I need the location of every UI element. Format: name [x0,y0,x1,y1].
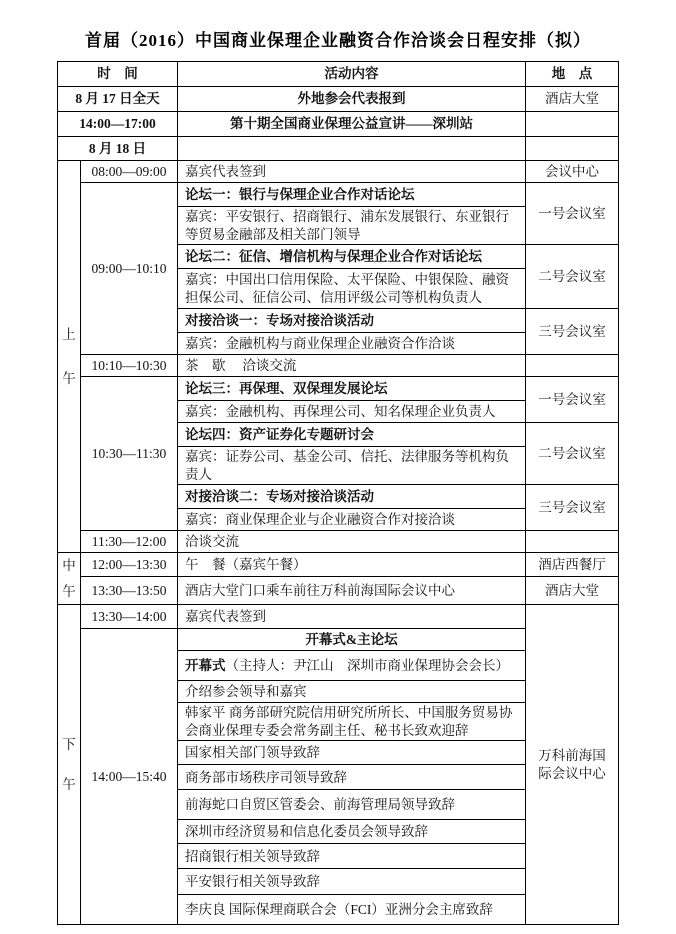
speech-cell: 平安银行相关领导致辞 [178,869,526,895]
location-cell: 三号会议室 [526,485,619,531]
time-cell: 13:30—13:50 [81,577,178,605]
period-afternoon-cell [58,605,81,925]
speech-cell: 前海蛇口自贸区管委会、前海管理局领导致辞 [178,790,526,820]
table-row [58,183,619,207]
forum-title-cell: 对接洽谈二：专场对接洽谈活动 [178,485,526,509]
location-cell: 酒店西餐厅 [526,553,619,577]
table-row [58,605,619,629]
table-row [58,87,619,112]
activity-cell: 外地参会代表报到 [178,87,526,112]
header-time-cell: 时 间 [58,62,178,87]
period-afternoon-label: 下 午 [62,737,76,792]
page-title: 首届（2016）中国商业保理企业融资合作洽谈会日程安排（拟） [85,31,591,50]
table-row [58,553,619,577]
speech-cell: 商务部市场秩序司领导致辞 [178,765,526,790]
opening-prefix: 开幕式 [185,657,226,673]
time-cell: 12:00—13:30 [81,553,178,577]
opening-title-cell [178,651,526,681]
table-row [58,355,619,377]
header-content-cell: 活动内容 [178,62,526,87]
header-location-cell: 地 点 [526,62,619,87]
speech-cell: 招商银行相关领导致辞 [178,844,526,869]
activity-cell: 嘉宾代表签到 [178,161,526,183]
guest-cell: 嘉宾：商业保理企业与企业融资合作对接洽谈 [178,509,526,531]
time-cell: 8 月 18 日 [58,137,178,161]
forum-title-cell: 论坛一：银行与保理企业合作对话论坛 [178,183,526,207]
location-cell [526,531,619,553]
table-row [58,112,619,137]
location-cell: 万科前海国际会议中心 [526,605,619,925]
location-cell: 二号会议室 [526,245,619,309]
location-cell: 三号会议室 [526,309,619,355]
location-cell: 二号会议室 [526,423,619,485]
location-cell: 一号会议室 [526,377,619,423]
speech-cell: 国家相关部门领导致辞 [178,741,526,765]
period-noon-label: 中 午 [62,558,76,599]
table-row [58,137,619,161]
time-cell: 09:00—10:10 [81,183,178,355]
location-cell: 酒店大堂 [526,87,619,112]
forum-title-cell: 论坛四：资产证券化专题研讨会 [178,423,526,447]
opening-rest: （主持人：尹江山 深圳市商业保理协会会长） [225,657,509,673]
guest-cell: 嘉宾：平安银行、招商银行、浦东发展银行、东亚银行等贸易金融部及相关部门领导 [178,207,526,245]
guest-cell: 嘉宾：金融机构与商业保理企业融资合作洽谈 [178,333,526,355]
time-cell: 14:00—17:00 [58,112,178,137]
time-cell: 11:30—12:00 [81,531,178,553]
table-row [58,531,619,553]
guest-cell: 嘉宾：中国出口信用保险、太平保险、中银保险、融资担保公司、征信公司、信用评级公司等机构负责人 [178,269,526,309]
location-cell: 酒店大堂 [526,577,619,605]
guest-cell: 嘉宾：证券公司、基金公司、信托、法律服务等机构负责人 [178,447,526,485]
time-cell: 08:00—09:00 [81,161,178,183]
time-cell: 8 月 17 日全天 [58,87,178,112]
forum-title-cell: 论坛二：征信、增信机构与保理企业合作对话论坛 [178,245,526,269]
forum-title-cell: 对接洽谈一：专场对接洽谈活动 [178,309,526,333]
time-cell: 10:30—11:30 [81,377,178,531]
forum-title-cell: 论坛三：再保理、双保理发展论坛 [178,377,526,401]
location-cell [526,137,619,161]
activity-cell: 酒店大堂门口乘车前往万科前海国际会议中心 [178,577,526,605]
location-cell [526,112,619,137]
period-noon-cell [58,553,81,605]
table-row [58,377,619,401]
period-morning-label: 上 午 [62,327,76,386]
speech-cell: 李庆良 国际保理商联合会（FCI）亚洲分会主席致辞 [178,895,526,925]
location-cell: 会议中心 [526,161,619,183]
speech-cell: 韩家平 商务部研究院信用研究所所长、中国服务贸易协会商业保理专委会常务副主任、秘书长致欢迎辞 [178,703,526,741]
location-cell [526,355,619,377]
activity-cell: 洽谈交流 [178,531,526,553]
speech-cell: 介绍参会领导和嘉宾 [178,681,526,703]
activity-cell [178,137,526,161]
period-morning-cell [58,161,81,553]
activity-cell: 第十期全国商业保理公益宣讲——深圳站 [178,112,526,137]
speech-cell: 深圳市经济贸易和信息化委员会领导致辞 [178,820,526,844]
schedule-table [57,61,619,925]
activity-cell: 嘉宾代表签到 [178,605,526,629]
activity-cell: 午 餐（嘉宾午餐） [178,553,526,577]
activity-cell: 茶 歇 洽谈交流 [178,355,526,377]
time-cell: 10:10—10:30 [81,355,178,377]
location-cell: 一号会议室 [526,183,619,245]
table-header-row [58,62,619,87]
table-row [58,577,619,605]
section-title-cell: 开幕式&主论坛 [178,629,526,651]
time-cell: 14:00—15:40 [81,629,178,925]
table-row [58,161,619,183]
guest-cell: 嘉宾：金融机构、再保理公司、知名保理企业负责人 [178,401,526,423]
time-cell: 13:30—14:00 [81,605,178,629]
